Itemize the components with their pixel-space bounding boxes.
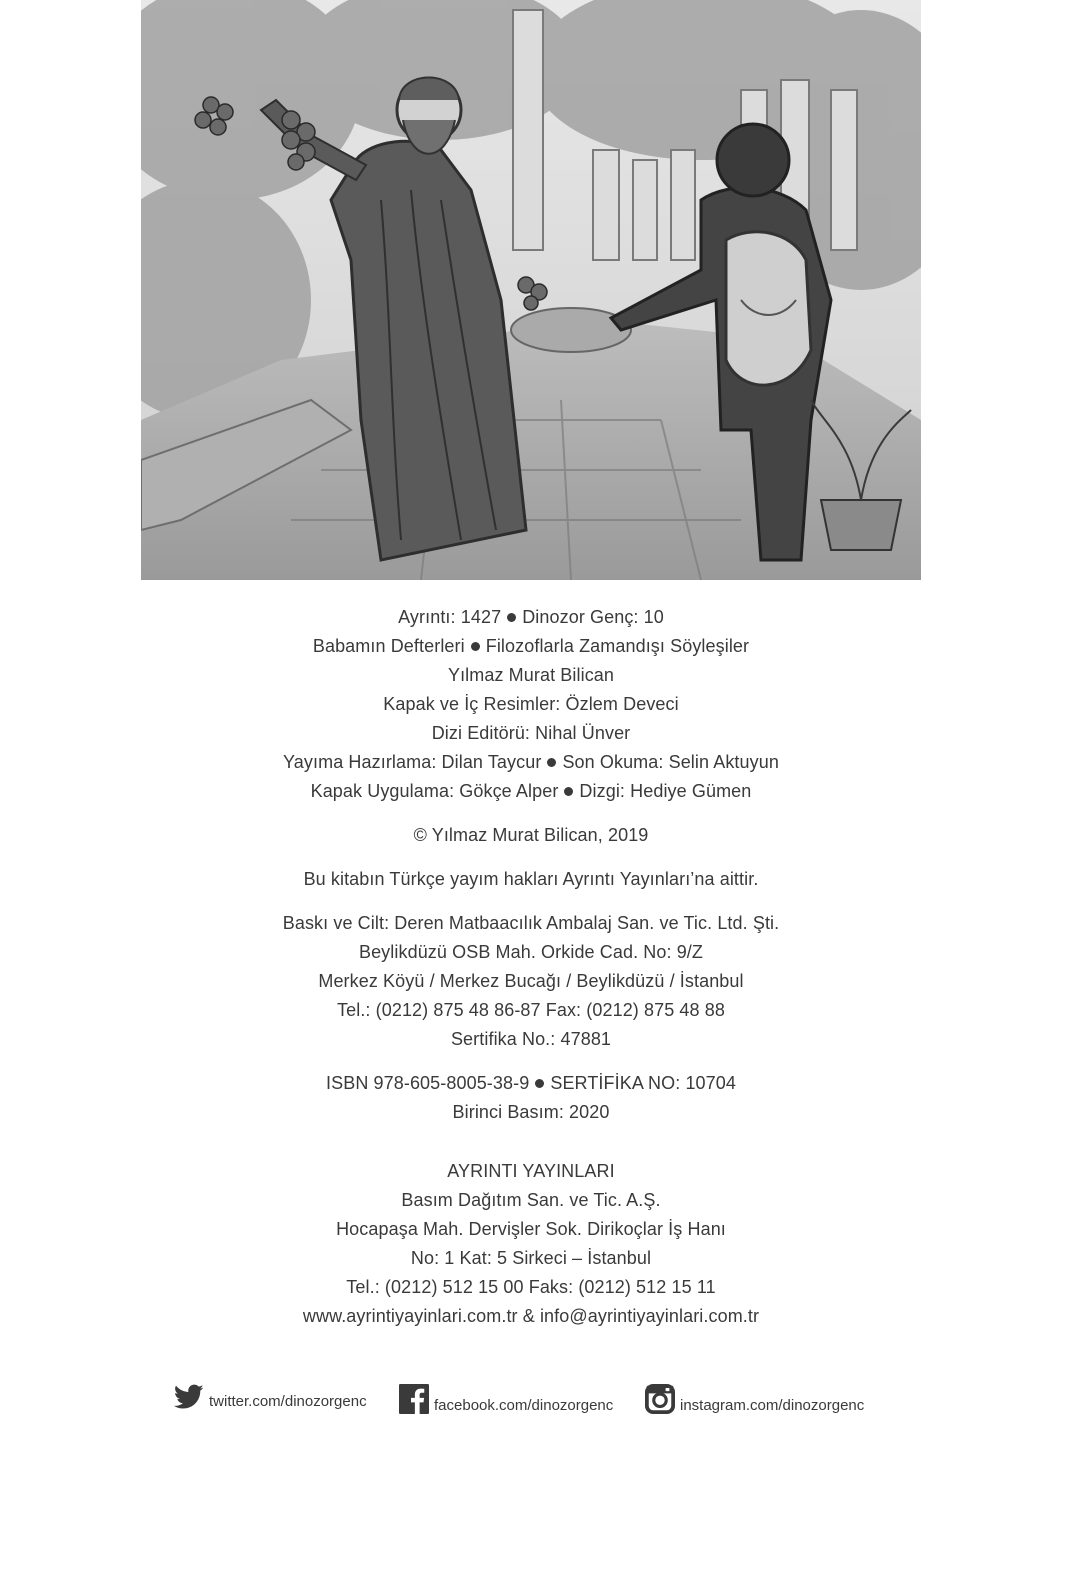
instagram-label: instagram.com/dinozorgenc xyxy=(680,1397,865,1414)
copyright: © Yılmaz Murat Bilican, 2019 xyxy=(413,825,649,845)
twitter-link[interactable] xyxy=(174,1384,367,1410)
colophon xyxy=(141,603,921,1331)
facebook-icon xyxy=(399,1384,429,1414)
bullet-icon xyxy=(564,787,573,796)
bullet-icon xyxy=(535,1079,544,1088)
publisher-web[interactable]: www.ayrintiyayinlari.com.tr & info@ayrintiyayinlari.com.tr xyxy=(302,1306,760,1326)
facebook-link[interactable] xyxy=(399,1384,613,1414)
isbn: ISBN 978-605-8005-38-9 xyxy=(326,1073,530,1093)
cover-designer: Kapak Uygulama: Gökçe Alper xyxy=(310,781,559,801)
publisher-company: Basım Dağıtım San. ve Tic. A.Ş. xyxy=(401,1190,661,1210)
printer-address: Beylikdüzü OSB Mah. Orkide Cad. No: 9/Z xyxy=(358,942,704,962)
printer-certificate: Sertifika No.: 47881 xyxy=(450,1029,612,1049)
printer-phone: Tel.: (0212) 875 48 86-87 Fax: (0212) 875 48 88 xyxy=(337,1000,725,1020)
printer-block xyxy=(141,909,921,1054)
series-number: Ayrıntı: 1427 xyxy=(398,607,502,627)
bullet-icon xyxy=(507,613,516,622)
instagram-link[interactable] xyxy=(645,1384,864,1414)
book-title-line xyxy=(141,632,921,661)
prep-editor: Yayıma Hazırlama: Dilan Taycur xyxy=(283,752,542,772)
publisher-address-2: No: 1 Kat: 5 Sirkeci – İstanbul xyxy=(410,1248,652,1268)
cover-illustration xyxy=(141,0,921,580)
series-editor: Dizi Editörü: Nihal Ünver xyxy=(431,723,631,743)
cover-line xyxy=(141,777,921,806)
prep-line xyxy=(141,748,921,777)
edition: Birinci Basım: 2020 xyxy=(452,1102,610,1122)
illustration-drawing xyxy=(141,0,921,580)
bullet-icon xyxy=(547,758,556,767)
facebook-label: facebook.com/dinozorgenc xyxy=(434,1397,614,1414)
proofreader: Son Okuma: Selin Aktuyun xyxy=(562,752,779,772)
printer-district: Merkez Köyü / Merkez Bucağı / Beylikdüzü / İstanbul xyxy=(318,971,744,991)
illustrator: Kapak ve İç Resimler: Özlem Deveci xyxy=(383,694,679,714)
bullet-icon xyxy=(471,642,480,651)
twitter-label: twitter.com/dinozorgenc xyxy=(209,1393,367,1410)
publisher-name: AYRINTI YAYINLARI xyxy=(447,1161,615,1181)
social-links xyxy=(0,1384,1071,1424)
publisher-phone: Tel.: (0212) 512 15 00 Faks: (0212) 512 15 11 xyxy=(346,1277,716,1297)
author: Yılmaz Murat Bilican xyxy=(447,665,615,685)
rights-notice: Bu kitabın Türkçe yayım hakları Ayrıntı Yayınları’na aittir. xyxy=(303,869,759,889)
book-subtitle: Filozoflarla Zamandışı Söyleşiler xyxy=(485,636,750,656)
series-sub-number: Dinozor Genç: 10 xyxy=(522,607,664,627)
series-line xyxy=(141,603,921,632)
printer-name: Baskı ve Cilt: Deren Matbaacılık Ambalaj San. ve Tic. Ltd. Şti. xyxy=(282,913,780,933)
book-title: Babamın Defterleri xyxy=(312,636,465,656)
twitter-icon xyxy=(174,1384,204,1410)
publisher-certificate: SERTİFİKA NO: 10704 xyxy=(550,1073,736,1093)
publisher-block xyxy=(141,1157,921,1331)
publisher-address: Hocapaşa Mah. Dervişler Sok. Dirikoçlar İş Hanı xyxy=(336,1219,726,1239)
isbn-line xyxy=(141,1069,921,1098)
typesetter: Dizgi: Hediye Gümen xyxy=(579,781,752,801)
instagram-icon xyxy=(645,1384,675,1414)
